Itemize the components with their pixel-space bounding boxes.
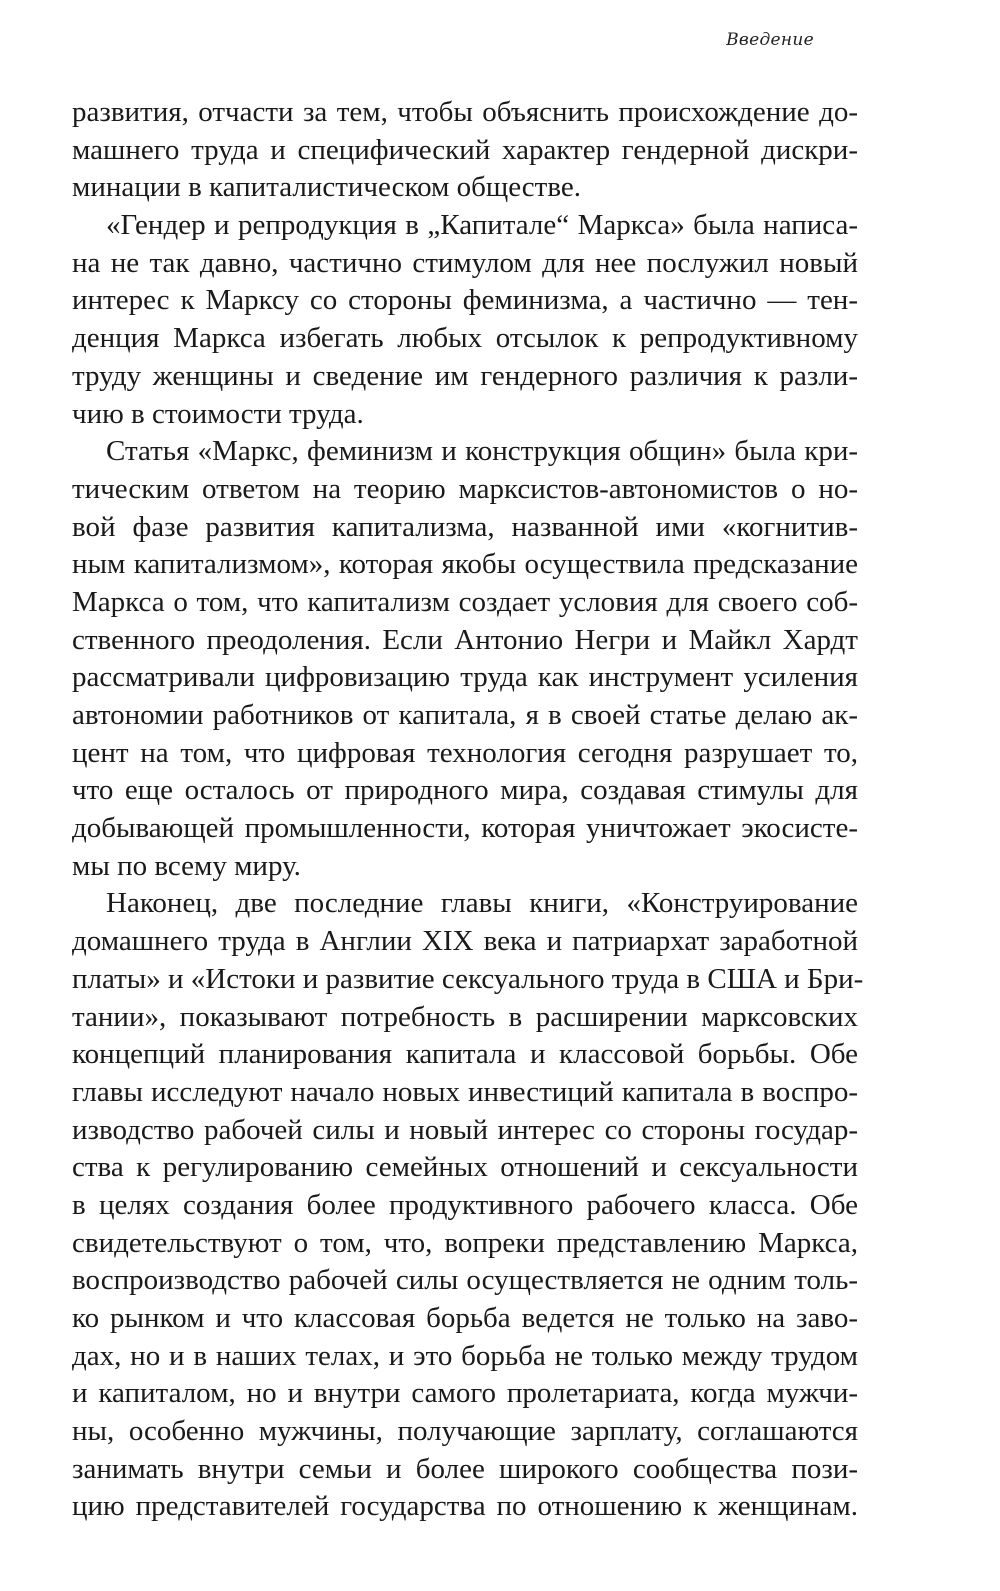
text-line: тании», показывают потребность в расширении марксовских: [72, 1000, 858, 1033]
text-line: ко рынком и что классовая борьба ведется не только на заво-: [72, 1302, 858, 1334]
text-line: машнего труда и специфический характер гендерной дискри-: [72, 133, 858, 166]
text-line: домашнего труда в Англии XIX века и патриархат заработной: [72, 925, 858, 958]
text-line: вой фазе развития капитализма, названной ими «когнитив-: [72, 510, 858, 543]
text-line: Статья «Маркс, феминизм и конструкция общин» была кри-: [106, 435, 858, 468]
text-line: ны, особенно мужчины, получающие зарплату, соглашаются: [72, 1415, 858, 1448]
text-line: и капиталом, но и внутри самого пролетариата, когда мужчи-: [72, 1377, 858, 1410]
text-line: в целях создания более продуктивного рабочего класса. Обе: [72, 1188, 858, 1221]
text-line: свидетельствуют о том, что, вопреки представлению Маркса,: [72, 1226, 858, 1259]
text-line: интерес к Марксу со стороны феминизма, а частично — тен-: [72, 284, 858, 317]
text-line: цию представителей государства по отношению к женщинам.: [72, 1490, 858, 1523]
text-line: чию в стоимости труда.: [72, 397, 364, 430]
running-head: Введение: [726, 30, 814, 50]
text-line: ства к регулированию семейных отношений и сексуальности: [72, 1151, 858, 1184]
text-line: тическим ответом на теорию марксистов-автономистов о но-: [72, 472, 858, 505]
text-line: цент на том, что цифровая технология сегодня разрушает то,: [72, 736, 858, 769]
text-line: труду женщины и сведение им гендерного различия к разли-: [72, 359, 858, 392]
text-line: изводство рабочей силы и новый интерес со стороны государ-: [72, 1113, 858, 1146]
text-line: главы исследуют начало новых инвестиций капитала в воспро-: [72, 1075, 858, 1108]
text-line: воспроизводство рабочей силы осуществляется не одним толь-: [72, 1264, 858, 1297]
text-line: что еще осталось от природного мира, создавая стимулы для: [72, 774, 858, 807]
text-line: автономии работников от капитала, я в своей статье делаю ак-: [72, 699, 858, 731]
text-line: минации в капиталистическом обществе.: [72, 171, 581, 204]
text-line: ственного преодоления. Если Антонио Негри и Майкл Хардт: [72, 623, 858, 656]
text-line: платы» и «Истоки и развитие сексуального труда в США и Бри-: [72, 962, 864, 995]
text-line: рассматривали цифровизацию труда как инструмент усиления: [72, 661, 858, 694]
text-line: ным капитализмом», которая якобы осуществила предсказание: [72, 548, 858, 581]
text-line: денция Маркса избегать любых отсылок к репродуктивному: [72, 322, 858, 355]
text-line: Наконец, две последние главы книги, «Конструирование: [106, 887, 858, 920]
text-line: развития, отчасти за тем, чтобы объяснить происхождение до-: [72, 96, 858, 128]
page-body-text: [72, 94, 864, 1526]
text-line: мы по всему миру.: [72, 849, 301, 882]
text-line: на не так давно, частично стимулом для нее послужил новый: [72, 246, 858, 279]
text-line: занимать внутри семьи и более широкого сообщества пози-: [72, 1452, 858, 1485]
text-line: добывающей промышленности, которая уничтожает экосисте-: [72, 812, 858, 845]
text-line: дах, но и в наших телах, и это борьба не только между трудом: [72, 1339, 858, 1372]
text-line: концепций планирования капитала и классовой борьбы. Обе: [72, 1038, 858, 1071]
text-line: «Гендер и репродукция в „Капитале“ Маркса» была написа-: [106, 209, 858, 242]
text-line: Маркса о том, что капитализм создает условия для своего соб-: [72, 585, 858, 618]
